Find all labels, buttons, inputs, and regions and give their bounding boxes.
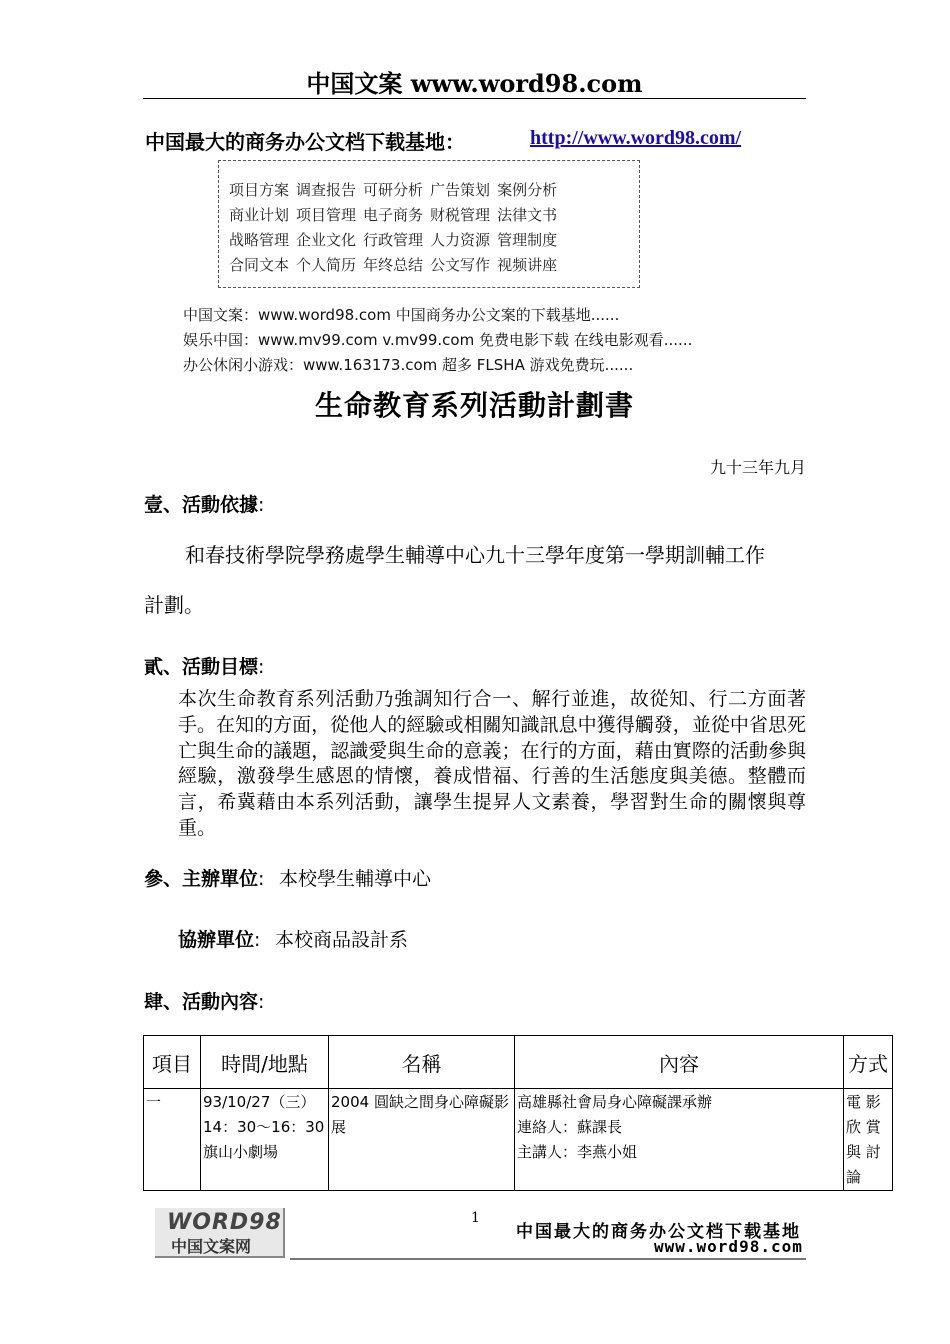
heading-colon: : xyxy=(258,656,265,678)
header-title: 中国文案 www.word98.com xyxy=(306,69,643,98)
heading-colon: : xyxy=(254,929,261,951)
column-header: 名稱 xyxy=(329,1036,515,1089)
cohost-value: 本校商品設計系 xyxy=(275,929,409,951)
promo-line: 办公休闲小游戏：www.163173.com 超多 FLSHA 游戏免费玩...... xyxy=(183,356,634,374)
column-header: 方式 xyxy=(844,1036,893,1089)
footer-logo xyxy=(155,1208,285,1258)
header-divider xyxy=(143,98,806,99)
category-row xyxy=(229,254,564,275)
column-header: 時間/地點 xyxy=(201,1036,329,1089)
heading-text: 貳、活動目標 xyxy=(144,656,259,678)
section-heading-cohost xyxy=(178,925,408,952)
cell-item xyxy=(144,1089,201,1191)
content-line: 主講人：李燕小姐 xyxy=(517,1143,638,1161)
location: 旗山小劇場 xyxy=(203,1143,279,1161)
category-link[interactable]: 项目方案 xyxy=(229,181,290,199)
footer-slogan: 中国最大的商务办公文档下载基地 xyxy=(516,1222,801,1242)
category-link[interactable]: 案例分析 xyxy=(497,181,558,199)
item-number: 一 xyxy=(146,1093,162,1111)
document-title: 生命教育系列活動計劃書 xyxy=(314,389,634,422)
category-link[interactable]: 法律文书 xyxy=(497,206,558,224)
section-heading-goal xyxy=(144,652,264,679)
category-link[interactable]: 广告策划 xyxy=(430,181,491,199)
category-link[interactable]: 企业文化 xyxy=(296,231,357,249)
page-number: 1 xyxy=(471,1210,480,1226)
method-line: 欣 賞 xyxy=(846,1118,881,1136)
category-link[interactable]: 可研分析 xyxy=(363,181,424,199)
section-heading-host xyxy=(144,864,431,891)
heading-colon: : xyxy=(258,494,265,516)
cell-content xyxy=(515,1089,844,1191)
logo-subtitle: 中国文案网 xyxy=(171,1237,252,1256)
category-link[interactable]: 管理制度 xyxy=(497,231,558,249)
section-heading-content xyxy=(144,987,264,1014)
promo-line: 中国文案：www.word98.com 中国商务办公文案的下载基地...... xyxy=(183,306,620,324)
method-line: 與 討 xyxy=(846,1143,881,1161)
table-row xyxy=(144,1089,893,1191)
site-label: 中国最大的商务办公文档下载基地： xyxy=(145,130,465,154)
category-link[interactable]: 战略管理 xyxy=(229,231,290,249)
host-value: 本校學生輔導中心 xyxy=(279,868,432,890)
heading-text: 壹、活動依據 xyxy=(144,494,259,516)
table-header-row xyxy=(144,1036,893,1089)
category-link[interactable]: 视频讲座 xyxy=(497,256,558,274)
site-link[interactable]: http://www.word98.com/ xyxy=(530,127,742,149)
category-link[interactable]: 商业计划 xyxy=(229,206,290,224)
time-range: 14：30～16：30 xyxy=(203,1118,325,1136)
heading-text: 參、主辦單位 xyxy=(144,868,259,890)
activity-table xyxy=(143,1035,893,1191)
heading-text: 協辦單位 xyxy=(178,929,255,951)
basis-text-line1: 和春技術學院學務處學生輔導中心九十三學年度第一學期訓輔工作 xyxy=(185,543,765,567)
category-row xyxy=(229,204,564,225)
category-link[interactable]: 行政管理 xyxy=(363,231,424,249)
heading-colon: : xyxy=(258,991,265,1013)
method-line: 電 影 xyxy=(846,1093,881,1111)
footer-divider xyxy=(290,1258,806,1260)
time-date: 93/10/27（三） xyxy=(203,1093,316,1111)
heading-colon: : xyxy=(258,868,265,890)
cell-time xyxy=(201,1089,329,1191)
activity-name: 2004 圓缺之間身心障礙影展 xyxy=(331,1093,509,1136)
category-link[interactable]: 公文写作 xyxy=(430,256,491,274)
heading-text: 肆、活動內容 xyxy=(144,991,259,1013)
goal-paragraph: 本次生命教育系列活動乃強調知行合一、解行並進，故從知、行二方面著手。在知的方面，從他人的經驗或相關知識訊息中獲得觸發，並從中省思死亡與生命的議題，認識愛與生命的意義；在行的方面，藉由實際的活動參與經驗，激發學生感恩的情懷，養成惜福、行善的生活態度與美德。整體而言，希冀藉由本系列活動，讓學生提昇人文素養，學習對生命的關懷與尊重。 xyxy=(178,688,806,839)
category-link[interactable]: 人力资源 xyxy=(430,231,491,249)
section-heading-basis xyxy=(144,490,264,517)
cell-name xyxy=(329,1089,515,1191)
category-row xyxy=(229,179,564,200)
category-box xyxy=(218,160,640,288)
category-link[interactable]: 项目管理 xyxy=(296,206,357,224)
content-line: 高雄縣社會局身心障礙課承辦 xyxy=(517,1093,713,1111)
promo-line: 娱乐中国：www.mv99.com v.mv99.com 免费电影下载 在线电影观看...... xyxy=(183,331,693,349)
category-link[interactable]: 年终总结 xyxy=(363,256,424,274)
footer-url: www.word98.com xyxy=(654,1237,803,1256)
category-link[interactable]: 电子商务 xyxy=(363,206,424,224)
category-link[interactable]: 调查报告 xyxy=(296,181,357,199)
column-header: 內容 xyxy=(515,1036,844,1089)
category-link[interactable]: 财税管理 xyxy=(430,206,491,224)
content-line: 連絡人：蘇課長 xyxy=(517,1118,623,1136)
basis-text-line2: 計劃。 xyxy=(144,593,204,617)
category-link[interactable]: 个人简历 xyxy=(296,256,357,274)
column-header: 項目 xyxy=(144,1036,201,1089)
document-date: 九十三年九月 xyxy=(709,458,806,477)
category-link[interactable]: 合同文本 xyxy=(229,256,290,274)
logo-wordmark: WORD98 xyxy=(167,1210,282,1235)
category-row xyxy=(229,229,564,250)
method-line: 論 xyxy=(846,1168,862,1186)
cell-method xyxy=(844,1089,893,1191)
